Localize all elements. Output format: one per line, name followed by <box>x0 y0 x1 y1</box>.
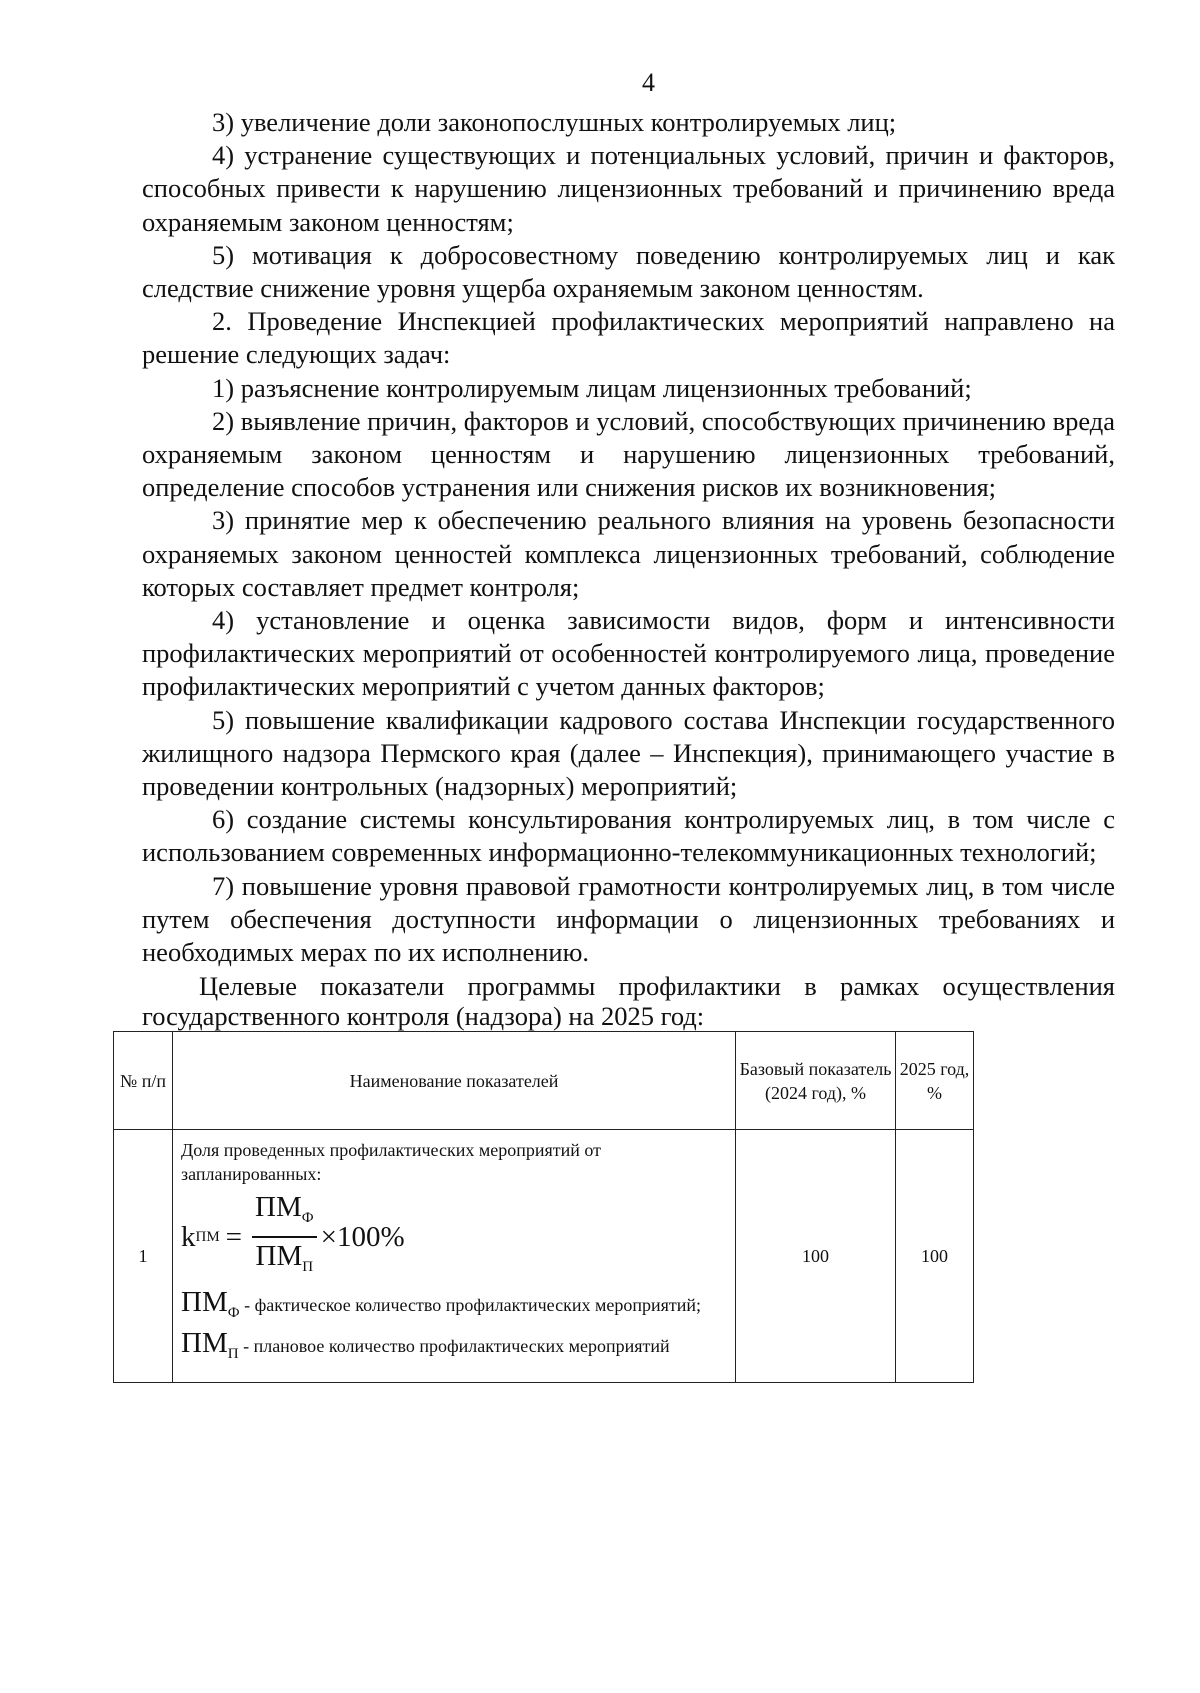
indicator-title: Доля проведенных профилактических мероприятий от запланированных: <box>181 1140 602 1185</box>
row-base-value: 100 <box>736 1130 896 1383</box>
formula-tail: ×100% <box>320 1221 405 1254</box>
paragraph: 5) повышение квалификации кадрового состава Инспекции государственного жилищного надзора Пермского края (далее – Инспекция), принимающего участие в проведении контрольных (надзорных) мероприятий; <box>142 704 1115 802</box>
formula-eq: = <box>225 1221 243 1254</box>
definition-fact <box>181 1286 727 1325</box>
denominator-text: ПМ <box>255 1240 303 1273</box>
paragraph: 2) выявление причин, факторов и условий, способствующих причинению вреда охраняемым законом ценностям и нарушению лицензионных требований, определение способов устранения или снижения рисков их возникновения; <box>142 405 1115 503</box>
paragraph: 3) принятие мер к обеспечению реального влияния на уровень безопасности охраняемых законом ценностей комплекса лицензионных требований, соблюдение которых составляет предмет контроля; <box>142 505 1115 602</box>
paragraph: 5) мотивация к добросовестному поведению контролируемых лиц и как следствие снижение уровня ущерба охраняемым законом ценностям. <box>142 239 1115 304</box>
formula <box>181 1190 727 1284</box>
def-fact-symbol: ПМ <box>181 1286 228 1319</box>
formula-numerator <box>252 1190 317 1238</box>
page-number: 4 <box>642 68 655 97</box>
table-intro: Целевые показатели программы профилактики в рамках осуществления государственного контроля (надзора) на 2025 год: <box>142 971 1115 1032</box>
header-num: № п/п <box>114 1032 173 1130</box>
paragraph: 6) создание системы консультирования контролируемых лиц, в том числе с использованием современных информационно-телекоммуникационных технологий; <box>142 804 1115 868</box>
def-plan-text: - плановое количество профилактических мероприятий <box>238 1336 670 1357</box>
table-row <box>114 1130 974 1383</box>
header-name: Наименование показателей <box>173 1032 736 1130</box>
row-description <box>173 1130 736 1383</box>
formula-fraction <box>252 1190 317 1284</box>
header-base: Базовый показатель (2024 год), % <box>736 1032 896 1130</box>
def-plan-sub: П <box>227 1346 239 1363</box>
paragraph: 1) разъяснение контролируемым лицам лицензионных требований; <box>212 372 972 403</box>
indicators-table <box>113 1031 974 1383</box>
row-year-value: 100 <box>896 1130 974 1383</box>
def-fact-text: - фактическое количество профилактических мероприятий; <box>239 1295 702 1316</box>
table-header-row <box>114 1032 974 1130</box>
def-plan-symbol: ПМ <box>181 1327 228 1360</box>
def-fact-sub: Ф <box>227 1305 240 1322</box>
paragraph: 4) установление и оценка зависимости видов, форм и интенсивности профилактических мероприятий от особенностей контролируемого лица, проведение профилактических мероприятий с учетом данных факторов; <box>142 605 1115 702</box>
paragraph: 7) повышение уровня правовой грамотности контролируемых лиц, в том числе путем обеспечения доступности информации о лицензионных требованиях и необходимых мерах по их исполнению. <box>142 870 1115 968</box>
definition-plan <box>181 1327 727 1366</box>
numerator-text: ПМ <box>255 1191 302 1224</box>
formula-lhs-sub: ПМ <box>195 1229 220 1246</box>
formula-denominator <box>253 1238 317 1284</box>
paragraph: 2. Проведение Инспекцией профилактических мероприятий направлено на решение следующих задач: <box>142 306 1115 370</box>
paragraph: 3) увеличение доли законопослушных контролируемых лиц; <box>212 107 897 137</box>
denominator-sub: П <box>302 1259 314 1276</box>
header-year: 2025 год, % <box>896 1032 974 1130</box>
formula-lhs: k <box>181 1221 196 1254</box>
row-num: 1 <box>114 1130 173 1383</box>
numerator-sub: Ф <box>301 1210 314 1227</box>
paragraph: 4) устранение существующих и потенциальных условий, причин и факторов, способных привести к нарушению лицензионных требований и причинению вреда охраняемым законом ценностям; <box>142 140 1115 237</box>
